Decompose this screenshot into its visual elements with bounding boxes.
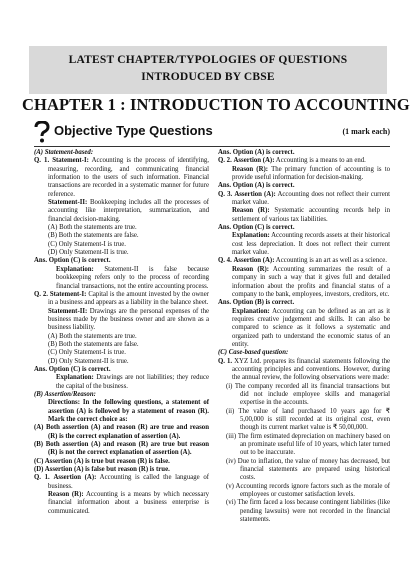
question-number: Q. 1. xyxy=(34,474,50,482)
reason-text: Accounting summarizes the result of a company in such a way that it gives full and detailed information about the profits and financial status of a company to the bank, employees, investors, creditors, etc. xyxy=(232,265,390,298)
assertion-label: Assertion (A): xyxy=(53,474,97,482)
assertion-text: Accounting is a means to an end. xyxy=(275,157,366,165)
assertion-text: Accounting is an art as well as a science. xyxy=(275,257,387,265)
question xyxy=(218,358,390,383)
option: (B) Both the statements are false. xyxy=(48,340,139,348)
right-column xyxy=(218,149,390,524)
reason-label: Reason (R): xyxy=(48,491,84,499)
answer: Ans. Option (A) is correct. xyxy=(218,149,295,156)
section-b-heading: (B) Assertion/Reason: xyxy=(34,390,96,398)
explanation xyxy=(218,232,390,257)
option: (D) Only Statement-II is true. xyxy=(48,357,129,365)
option: (C) Only Statement-I is true. xyxy=(48,240,126,248)
explanation-label: Explanation: xyxy=(232,307,270,315)
left-column xyxy=(34,149,209,516)
question-text: XYZ Ltd. prepares its financial statements following the accounting principles and conventions. However, during the annual review, the following observations were made: xyxy=(232,357,390,382)
question xyxy=(34,474,209,491)
question xyxy=(34,291,209,308)
option: (D) Only Statement-II is true. xyxy=(48,249,129,257)
observation: (iii) The firm estimated depreciation on machinery based on an prominate useful life of 10 years, which later turned out to be inaccurate. xyxy=(226,432,390,457)
reason xyxy=(218,166,390,183)
explanation-text: Drawings are not liabilities; they reduce the capital of the business. xyxy=(56,374,209,390)
option: (B) Both the statements are false. xyxy=(48,232,139,240)
observation: (v) Accounting records ignore factors such as the morale of employees or customer satisfaction levels. xyxy=(226,482,390,499)
reason-text: Systematic accounting records help in settlement of various tax liabilities. xyxy=(232,207,391,223)
assertion-label: Assertion (A): xyxy=(234,190,276,198)
banner xyxy=(29,46,387,94)
explanation-text: Accounting records assets at their historical cost less depreciation. It does not reflect their current market value. xyxy=(232,232,390,257)
explanation-label: Explanation: xyxy=(56,374,94,382)
marks-note: (1 mark each) xyxy=(342,127,390,136)
reason xyxy=(218,266,390,299)
explanation-label: Explanation: xyxy=(56,265,94,273)
banner-line-2: INTRODUCED BY CBSE xyxy=(141,71,275,83)
observation: (ii) The value of land purchased 10 years ago for ₹ 5,00,000 is still recorded at its original cost, even though its current market value is ₹ 50,00,000. xyxy=(226,407,390,432)
section-c-heading: (C) Case-based question: xyxy=(218,349,289,357)
section-heading: Objective Type Questions xyxy=(54,123,213,138)
question-number: Q. 2. xyxy=(218,157,232,165)
reason-label: Reason (R): xyxy=(232,165,269,173)
observation: (iv) Due to inflation, the value of money has decreased, but financial statements are prepared using historical costs. xyxy=(226,457,390,482)
question-number: Q. 2. xyxy=(34,290,48,298)
question-number: Q. 1. xyxy=(34,157,50,165)
statement-text: Accounting is the process of identifying, measuring, recording, and communicating financial information to the users of such information. Financial transactions are recorded in a systematic manner for future reference. xyxy=(48,157,210,198)
choice: (C) Assertion (A) is true but reason (R) is false. xyxy=(34,457,170,465)
assertion-text: Accounting does not reflect their current market value. xyxy=(232,190,390,207)
statement xyxy=(34,199,209,224)
statement-label: Statement-II: xyxy=(48,307,88,315)
chapter-title: CHAPTER 1 : INTRODUCTION TO ACCOUNTING xyxy=(22,95,410,114)
question xyxy=(218,157,390,165)
question-number: Q. 1. xyxy=(218,357,233,365)
answer: Ans. Option (B) is correct. xyxy=(218,299,295,307)
observation: (i) The company recorded all its financial transactions but did not include employee skills and managerial expertise in the accounts. xyxy=(226,382,390,407)
statement-text: Bookkeeping includes all the processes of accounting like interpretation, summarization, and financial decision-making. xyxy=(48,199,209,223)
answer: Ans. Option (A) is correct. xyxy=(218,182,295,190)
section-a-heading: (A) Statement-based: xyxy=(34,149,94,156)
reason xyxy=(34,491,209,516)
question xyxy=(218,257,390,265)
explanation-text: Statement-II is false because bookkeeping refers only to the process of recording financial transactions, not the entire accounting process. xyxy=(56,265,209,290)
explanation xyxy=(34,266,209,291)
choice: (B) Both assertion (A) and reason (R) are true but reason (R) is not the correct explanation of assertion (A). xyxy=(34,441,209,457)
statement-label: Statement-I: xyxy=(49,290,87,298)
choice: (A) Both assertion (A) and reason (R) are true and reason (R) is the correct explanation of assertion (A). xyxy=(34,424,209,440)
statement-label: Statement-II: xyxy=(48,199,88,207)
assertion-label: Assertion (A): xyxy=(233,157,275,165)
question-mark-icon xyxy=(34,121,50,143)
assertion-label: Assertion (A): xyxy=(233,257,275,265)
observation: (vi) The firm faced a loss because contingent liabilities (like pending lawsuits) were not recorded in the financial statements. xyxy=(226,499,390,524)
reason-text: The primary function of accounting is to provide useful information for decision-making. xyxy=(232,165,391,182)
statement-label: Statement-I: xyxy=(52,157,89,165)
question xyxy=(34,157,209,199)
explanation-text: Accounting can be defined as an art as it requires creative judgement and skills. It can also be compared to science as it follows a systematic and organized path to understand the economic status of an entity. xyxy=(232,307,391,348)
assertion-text: Accounting is called the language of business. xyxy=(48,474,209,490)
answer: Ans. Option (C) is correct. xyxy=(34,365,111,373)
reason-label: Reason (R): xyxy=(232,207,270,215)
question xyxy=(218,191,390,208)
banner-line-1: LATEST CHAPTER/TYPOLOGIES OF QUESTIONS xyxy=(68,54,348,66)
reason xyxy=(218,207,390,224)
explanation xyxy=(34,374,209,391)
question-number: Q. 3. xyxy=(218,190,233,198)
reason-text: Accounting is a means by which necessary financial information about a business enterprise is communicated. xyxy=(48,491,209,515)
statement-text: Capital is the amount invested by the owner in a business and appears as a liability in the balance sheet. xyxy=(48,290,209,307)
choice: (D) Assertion (A) is false but reason (R) is true. xyxy=(34,466,170,474)
divider xyxy=(34,146,390,147)
option: (A) Both the statements are true. xyxy=(48,224,137,232)
directions: Directions: In the following questions, a statement of assertion (A) is followed by a statement of reason (R). Mark the correct choice as: xyxy=(48,399,209,423)
option: (C) Only Statement-I is true. xyxy=(48,349,126,357)
answer: Ans. Option (C) is correct. xyxy=(218,224,295,232)
statement-text: Drawings are the personal expenses of the business made by the business owner and are shown as a business liability. xyxy=(48,307,209,332)
explanation-label: Explanation: xyxy=(232,232,270,240)
section-heading-row xyxy=(34,121,390,143)
statement xyxy=(34,308,209,333)
option: (A) Both the statements are true. xyxy=(48,332,137,340)
question-number: Q. 4. xyxy=(218,257,232,265)
reason-label: Reason (R): xyxy=(232,265,270,273)
answer: Ans. Option (C) is correct. xyxy=(34,257,111,265)
explanation xyxy=(218,308,390,350)
